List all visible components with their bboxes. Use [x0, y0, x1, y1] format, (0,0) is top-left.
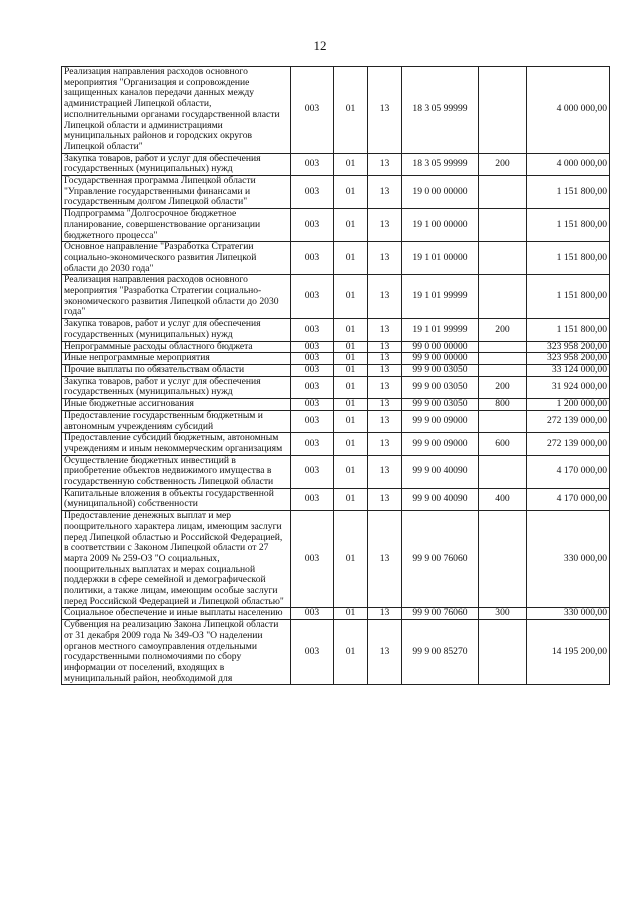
- amount: 1 151 800,00: [527, 275, 610, 319]
- ministry-code: 003: [291, 376, 334, 398]
- subsection-code: 13: [368, 608, 402, 620]
- subsection-code: 13: [368, 353, 402, 365]
- subsection-code: 13: [368, 364, 402, 376]
- target-article-code: 19 1 01 00000: [402, 242, 479, 275]
- table-row: [62, 176, 610, 209]
- section-code: 01: [334, 275, 368, 319]
- expense-type-code: 200: [479, 153, 527, 175]
- section-code: 01: [334, 176, 368, 209]
- ministry-code: 003: [291, 410, 334, 432]
- expense-name: Предоставление субсидий бюджетным, автономным учреждениям и иным некоммерческим организациям: [62, 433, 291, 455]
- amount: 272 139 000,00: [527, 410, 610, 432]
- ministry-code: 003: [291, 242, 334, 275]
- table-row: [62, 488, 610, 510]
- ministry-code: 003: [291, 455, 334, 488]
- subsection-code: 13: [368, 376, 402, 398]
- expense-type-code: [479, 353, 527, 365]
- expense-type-code: [479, 242, 527, 275]
- page-number: 12: [313, 38, 327, 53]
- target-article-code: 18 3 05 99999: [402, 153, 479, 175]
- expense-type-code: [479, 410, 527, 432]
- table-row: [62, 376, 610, 398]
- table-row: [62, 153, 610, 175]
- section-code: 01: [334, 455, 368, 488]
- amount: 4 170 000,00: [527, 488, 610, 510]
- ministry-code: 003: [291, 67, 334, 154]
- section-code: 01: [334, 209, 368, 242]
- budget-table: [61, 66, 610, 685]
- subsection-code: 13: [368, 209, 402, 242]
- section-code: 01: [334, 376, 368, 398]
- table-row: [62, 455, 610, 488]
- expense-name: Иные непрограммные мероприятия: [62, 353, 291, 365]
- table-row: [62, 364, 610, 376]
- expense-type-code: 800: [479, 399, 527, 411]
- target-article-code: 19 0 00 00000: [402, 176, 479, 209]
- expense-type-code: [479, 341, 527, 353]
- section-code: 01: [334, 364, 368, 376]
- target-article-code: 99 9 00 85270: [402, 620, 479, 685]
- amount: 1 151 800,00: [527, 176, 610, 209]
- ministry-code: 003: [291, 488, 334, 510]
- section-code: 01: [334, 319, 368, 341]
- target-article-code: 99 9 00 03050: [402, 399, 479, 411]
- amount: 323 958 200,00: [527, 341, 610, 353]
- ministry-code: 003: [291, 364, 334, 376]
- amount: 330 000,00: [527, 608, 610, 620]
- target-article-code: 19 1 00 00000: [402, 209, 479, 242]
- target-article-code: 99 9 00 00000: [402, 353, 479, 365]
- expense-name: Подпрограмма "Долгосрочное бюджетное планирование, совершенствование организации бюджетного процесса": [62, 209, 291, 242]
- section-code: 01: [334, 341, 368, 353]
- table-row: [62, 608, 610, 620]
- expense-type-code: 400: [479, 488, 527, 510]
- table-row: [62, 67, 610, 154]
- expense-type-code: [479, 176, 527, 209]
- subsection-code: 13: [368, 410, 402, 432]
- expense-type-code: [479, 620, 527, 685]
- section-code: 01: [334, 399, 368, 411]
- subsection-code: 13: [368, 488, 402, 510]
- subsection-code: 13: [368, 511, 402, 608]
- target-article-code: 99 9 00 09000: [402, 433, 479, 455]
- expense-name: Предоставление государственным бюджетным и автономным учреждениям субсидий: [62, 410, 291, 432]
- amount: 323 958 200,00: [527, 353, 610, 365]
- ministry-code: 003: [291, 620, 334, 685]
- subsection-code: 13: [368, 341, 402, 353]
- subsection-code: 13: [368, 399, 402, 411]
- section-code: 01: [334, 67, 368, 154]
- section-code: 01: [334, 620, 368, 685]
- amount: 1 151 800,00: [527, 319, 610, 341]
- amount: 4 000 000,00: [527, 153, 610, 175]
- amount: 330 000,00: [527, 511, 610, 608]
- ministry-code: 003: [291, 511, 334, 608]
- amount: 1 151 800,00: [527, 242, 610, 275]
- expense-type-code: 300: [479, 608, 527, 620]
- expense-type-code: [479, 364, 527, 376]
- target-article-code: 19 1 01 99999: [402, 275, 479, 319]
- target-article-code: 18 3 05 99999: [402, 67, 479, 154]
- expense-name: Реализация направления расходов основного мероприятия "Разработка Стратегии социально-экономического развития Липецкой области до 2030 года": [62, 275, 291, 319]
- table-row: [62, 399, 610, 411]
- ministry-code: 003: [291, 399, 334, 411]
- expense-name: Закупка товаров, работ и услуг для обеспечения государственных (муниципальных) нужд: [62, 319, 291, 341]
- amount: 1 151 800,00: [527, 209, 610, 242]
- expense-type-code: [479, 209, 527, 242]
- ministry-code: 003: [291, 608, 334, 620]
- subsection-code: 13: [368, 153, 402, 175]
- subsection-code: 13: [368, 620, 402, 685]
- target-article-code: 99 9 00 76060: [402, 608, 479, 620]
- table-row: [62, 410, 610, 432]
- subsection-code: 13: [368, 242, 402, 275]
- expense-name: Субвенция на реализацию Закона Липецкой области от 31 декабря 2009 года № 349-ОЗ "О наделении органов местного самоуправления отдельными государственными полномочиями по сбору информации от поселений, входящих в муниципальный район, необходимой для: [62, 620, 291, 685]
- table-row: [62, 511, 610, 608]
- table-row: [62, 433, 610, 455]
- ministry-code: 003: [291, 153, 334, 175]
- expense-name: Непрограммные расходы областного бюджета: [62, 341, 291, 353]
- ministry-code: 003: [291, 341, 334, 353]
- section-code: 01: [334, 608, 368, 620]
- expense-type-code: [479, 511, 527, 608]
- expense-name: Осуществление бюджетных инвестиций в приобретение объектов недвижимого имущества в государственную собственность Липецкой области: [62, 455, 291, 488]
- expense-name: Капитальные вложения в объекты государственной (муниципальной) собственности: [62, 488, 291, 510]
- target-article-code: 99 9 00 09000: [402, 410, 479, 432]
- target-article-code: 99 9 00 03050: [402, 376, 479, 398]
- amount: 33 124 000,00: [527, 364, 610, 376]
- target-article-code: 99 9 00 03050: [402, 364, 479, 376]
- subsection-code: 13: [368, 433, 402, 455]
- expense-type-code: 200: [479, 376, 527, 398]
- table-row: [62, 209, 610, 242]
- expense-name: Основное направление "Разработка Стратегии социально-экономического развития Липецкой области до 2030 года": [62, 242, 291, 275]
- target-article-code: 19 1 01 99999: [402, 319, 479, 341]
- amount: 14 195 200,00: [527, 620, 610, 685]
- section-code: 01: [334, 153, 368, 175]
- amount: 31 924 000,00: [527, 376, 610, 398]
- expense-name: Предоставление денежных выплат и мер поощрительного характера лицам, имеющим заслуги перед Липецкой областью и Российской Федерацией, в соответствии с Законом Липецкой области от 27 марта 2009 № 259-ОЗ "О социальных, поощрительных выплатах и мерах социальной поддержки в сфере семейной и демографической политики, а также лицам, имеющим особые заслуги перед Российской Федерацией и Липецкой областью": [62, 511, 291, 608]
- section-code: 01: [334, 242, 368, 275]
- table-row: [62, 341, 610, 353]
- expense-name: Закупка товаров, работ и услуг для обеспечения государственных (муниципальных) нужд: [62, 376, 291, 398]
- amount: 4 170 000,00: [527, 455, 610, 488]
- section-code: 01: [334, 511, 368, 608]
- ministry-code: 003: [291, 353, 334, 365]
- ministry-code: 003: [291, 319, 334, 341]
- table-row: [62, 620, 610, 685]
- target-article-code: 99 9 00 40090: [402, 455, 479, 488]
- subsection-code: 13: [368, 67, 402, 154]
- expense-type-code: [479, 275, 527, 319]
- table-row: [62, 319, 610, 341]
- expense-type-code: 600: [479, 433, 527, 455]
- table-row: [62, 275, 610, 319]
- expense-name: Реализация направления расходов основного мероприятия "Организация и сопровождение защищенных каналов передачи данных между администрацией Липецкой области, исполнительными органами государственной власти Липецкой области и администрациями муниципальных районов и городских округов Липецкой области": [62, 67, 291, 154]
- expense-name: Иные бюджетные ассигнования: [62, 399, 291, 411]
- table-row: [62, 242, 610, 275]
- target-article-code: 99 9 00 40090: [402, 488, 479, 510]
- section-code: 01: [334, 433, 368, 455]
- section-code: 01: [334, 410, 368, 432]
- expense-name: Прочие выплаты по обязательствам области: [62, 364, 291, 376]
- subsection-code: 13: [368, 455, 402, 488]
- expense-name: Закупка товаров, работ и услуг для обеспечения государственных (муниципальных) нужд: [62, 153, 291, 175]
- ministry-code: 003: [291, 176, 334, 209]
- amount: 4 000 000,00: [527, 67, 610, 154]
- expense-type-code: 200: [479, 319, 527, 341]
- ministry-code: 003: [291, 275, 334, 319]
- subsection-code: 13: [368, 176, 402, 209]
- expense-name: Социальное обеспечение и иные выплаты населению: [62, 608, 291, 620]
- expense-type-code: [479, 455, 527, 488]
- ministry-code: 003: [291, 433, 334, 455]
- subsection-code: 13: [368, 275, 402, 319]
- section-code: 01: [334, 488, 368, 510]
- table-body: [62, 67, 610, 685]
- expense-name: Государственная программа Липецкой области "Управление государственными финансами и государственным долгом Липецкой области": [62, 176, 291, 209]
- amount: 272 139 000,00: [527, 433, 610, 455]
- target-article-code: 99 0 00 00000: [402, 341, 479, 353]
- table-row: [62, 353, 610, 365]
- subsection-code: 13: [368, 319, 402, 341]
- amount: 1 200 000,00: [527, 399, 610, 411]
- section-code: 01: [334, 353, 368, 365]
- ministry-code: 003: [291, 209, 334, 242]
- target-article-code: 99 9 00 76060: [402, 511, 479, 608]
- expense-type-code: [479, 67, 527, 154]
